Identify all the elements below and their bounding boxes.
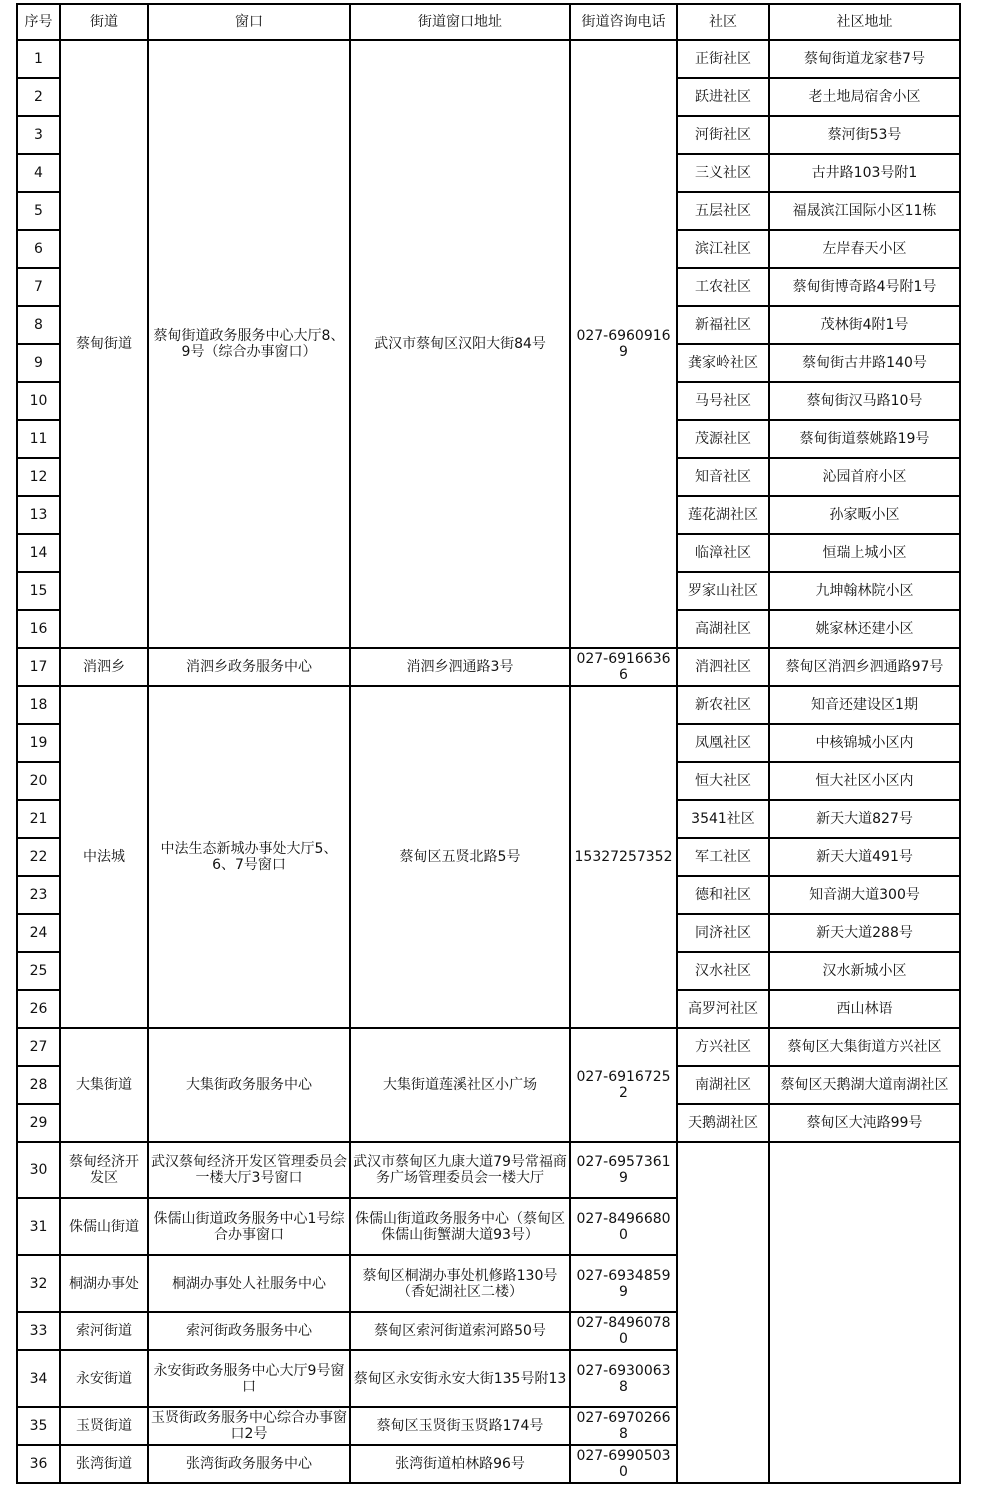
row-number: 23	[17, 876, 60, 914]
row-number: 3	[17, 116, 60, 154]
row-number: 31	[17, 1198, 60, 1255]
community-name: 新农社区	[677, 686, 769, 724]
community-name: 方兴社区	[677, 1028, 769, 1066]
street-name: 索河街道	[60, 1312, 148, 1350]
row-number: 32	[17, 1255, 60, 1312]
window-name: 索河街政务服务中心	[148, 1312, 350, 1350]
community-name: 天鹅湖社区	[677, 1104, 769, 1142]
service-window-table	[16, 3, 961, 1484]
row-number: 26	[17, 990, 60, 1028]
community-name: 恒大社区	[677, 762, 769, 800]
window-address: 蔡甸区五贤北路5号	[350, 686, 570, 1028]
community-address: 蔡甸区大沌路99号	[769, 1104, 960, 1142]
table-row	[17, 686, 960, 724]
street-name: 张湾街道	[60, 1445, 148, 1483]
row-number: 12	[17, 458, 60, 496]
street-phone: 027-69573619	[570, 1142, 677, 1198]
community-name: 河街社区	[677, 116, 769, 154]
window-address: 消泗乡泗通路3号	[350, 648, 570, 686]
table-body	[17, 40, 960, 1483]
row-number: 6	[17, 230, 60, 268]
window-address: 武汉市蔡甸区九康大道79号常福商务广场管理委员会一楼大厅	[350, 1142, 570, 1198]
row-number: 17	[17, 648, 60, 686]
row-number: 8	[17, 306, 60, 344]
empty-community-cell	[677, 1142, 769, 1483]
community-address: 恒大社区小区内	[769, 762, 960, 800]
street-name: 中法城	[60, 686, 148, 1028]
community-name: 3541社区	[677, 800, 769, 838]
window-name: 玉贤街政务服务中心综合办事窗口2号	[148, 1407, 350, 1445]
window-address: 蔡甸区永安街永安大街135号附13	[350, 1350, 570, 1407]
row-number: 28	[17, 1066, 60, 1104]
community-name: 跃进社区	[677, 78, 769, 116]
community-name: 工农社区	[677, 268, 769, 306]
street-name: 永安街道	[60, 1350, 148, 1407]
row-number: 4	[17, 154, 60, 192]
community-name: 军工社区	[677, 838, 769, 876]
community-name: 茂源社区	[677, 420, 769, 458]
street-phone: 027-69905030	[570, 1445, 677, 1483]
community-address: 蔡甸街古井路140号	[769, 344, 960, 382]
street-name: 蔡甸经济开发区	[60, 1142, 148, 1198]
window-address: 大集街道莲溪社区小广场	[350, 1028, 570, 1142]
community-address: 蔡甸区消泗乡泗通路97号	[769, 648, 960, 686]
window-address: 蔡甸区桐湖办事处机修路130号（香妃湖社区二楼）	[350, 1255, 570, 1312]
community-name: 新福社区	[677, 306, 769, 344]
empty-community-address-cell	[769, 1142, 960, 1483]
window-name: 消泗乡政务服务中心	[148, 648, 350, 686]
header-phone: 街道咨询电话	[570, 4, 677, 40]
community-address: 沁园首府小区	[769, 458, 960, 496]
street-name: 桐湖办事处	[60, 1255, 148, 1312]
row-number: 33	[17, 1312, 60, 1350]
community-name: 凤凰社区	[677, 724, 769, 762]
community-address: 新天大道288号	[769, 914, 960, 952]
community-address: 恒瑞上城小区	[769, 534, 960, 572]
community-address: 九坤翰林院小区	[769, 572, 960, 610]
community-address: 蔡甸区大集街道方兴社区	[769, 1028, 960, 1066]
table-row	[17, 1028, 960, 1066]
community-address: 知音湖大道300号	[769, 876, 960, 914]
row-number: 13	[17, 496, 60, 534]
community-address: 茂林街4附1号	[769, 306, 960, 344]
row-number: 14	[17, 534, 60, 572]
row-number: 9	[17, 344, 60, 382]
community-address: 姚家林还建小区	[769, 610, 960, 648]
street-phone: 027-69609169	[570, 40, 677, 648]
community-name: 正街社区	[677, 40, 769, 78]
community-address: 西山林语	[769, 990, 960, 1028]
community-name: 罗家山社区	[677, 572, 769, 610]
window-name: 中法生态新城办事处大厅5、6、7号窗口	[148, 686, 350, 1028]
row-number: 7	[17, 268, 60, 306]
row-number: 27	[17, 1028, 60, 1066]
street-name: 蔡甸街道	[60, 40, 148, 648]
community-address: 知音还建设区1期	[769, 686, 960, 724]
community-address: 蔡甸街道龙家巷7号	[769, 40, 960, 78]
community-address: 老土地局宿舍小区	[769, 78, 960, 116]
community-address: 蔡甸街汉马路10号	[769, 382, 960, 420]
window-name: 武汉蔡甸经济开发区管理委员会一楼大厅3号窗口	[148, 1142, 350, 1198]
community-address: 新天大道491号	[769, 838, 960, 876]
community-address: 汉水新城小区	[769, 952, 960, 990]
row-number: 24	[17, 914, 60, 952]
street-phone: 027-69166366	[570, 648, 677, 686]
street-phone: 027-84966800	[570, 1198, 677, 1255]
community-name: 汉水社区	[677, 952, 769, 990]
community-name: 德和社区	[677, 876, 769, 914]
window-address: 侏儒山街道政务服务中心（蔡甸区侏儒山街蟹湖大道93号）	[350, 1198, 570, 1255]
community-address: 中核锦城小区内	[769, 724, 960, 762]
community-name: 莲花湖社区	[677, 496, 769, 534]
community-name: 南湖社区	[677, 1066, 769, 1104]
window-name: 侏儒山街道政务服务中心1号综合办事窗口	[148, 1198, 350, 1255]
window-name: 大集街政务服务中心	[148, 1028, 350, 1142]
table-row	[17, 1142, 960, 1198]
community-address: 左岸春天小区	[769, 230, 960, 268]
row-number: 22	[17, 838, 60, 876]
row-number: 25	[17, 952, 60, 990]
row-number: 29	[17, 1104, 60, 1142]
community-address: 新天大道827号	[769, 800, 960, 838]
row-number: 18	[17, 686, 60, 724]
community-name: 五层社区	[677, 192, 769, 230]
street-phone: 027-84960780	[570, 1312, 677, 1350]
community-address: 孙家畈小区	[769, 496, 960, 534]
community-address: 蔡河街53号	[769, 116, 960, 154]
street-name: 大集街道	[60, 1028, 148, 1142]
street-phone: 027-69702668	[570, 1407, 677, 1445]
street-phone: 027-69167252	[570, 1028, 677, 1142]
community-name: 同济社区	[677, 914, 769, 952]
row-number: 16	[17, 610, 60, 648]
community-address: 蔡甸区天鹅湖大道南湖社区	[769, 1066, 960, 1104]
street-name: 消泗乡	[60, 648, 148, 686]
window-name: 蔡甸街道政务服务中心大厅8、9号（综合办事窗口）	[148, 40, 350, 648]
community-address: 蔡甸街博奇路4号附1号	[769, 268, 960, 306]
row-number: 5	[17, 192, 60, 230]
row-number: 35	[17, 1407, 60, 1445]
community-name: 三义社区	[677, 154, 769, 192]
community-address: 古井路103号附1	[769, 154, 960, 192]
community-name: 高罗河社区	[677, 990, 769, 1028]
row-number: 34	[17, 1350, 60, 1407]
community-name: 高湖社区	[677, 610, 769, 648]
header-street: 街道	[60, 4, 148, 40]
window-address: 蔡甸区玉贤街玉贤路174号	[350, 1407, 570, 1445]
community-name: 马号社区	[677, 382, 769, 420]
row-number: 36	[17, 1445, 60, 1483]
row-number: 2	[17, 78, 60, 116]
community-name: 知音社区	[677, 458, 769, 496]
row-number: 15	[17, 572, 60, 610]
community-name: 临漳社区	[677, 534, 769, 572]
table-row	[17, 40, 960, 78]
street-name: 侏儒山街道	[60, 1198, 148, 1255]
window-name: 永安街政务服务中心大厅9号窗口	[148, 1350, 350, 1407]
window-address: 蔡甸区索河街道索河路50号	[350, 1312, 570, 1350]
row-number: 10	[17, 382, 60, 420]
community-address: 福晟滨江国际小区11栋	[769, 192, 960, 230]
window-name: 桐湖办事处人社服务中心	[148, 1255, 350, 1312]
header-community: 社区	[677, 4, 769, 40]
street-phone: 027-69300638	[570, 1350, 677, 1407]
table-row	[17, 648, 960, 686]
window-address: 张湾街道柏林路96号	[350, 1445, 570, 1483]
street-name: 玉贤街道	[60, 1407, 148, 1445]
row-number: 30	[17, 1142, 60, 1198]
row-number: 11	[17, 420, 60, 458]
community-name: 消泗社区	[677, 648, 769, 686]
header-window: 窗口	[148, 4, 350, 40]
street-phone: 15327257352	[570, 686, 677, 1028]
row-number: 21	[17, 800, 60, 838]
street-phone: 027-69348599	[570, 1255, 677, 1312]
community-name: 龚家岭社区	[677, 344, 769, 382]
community-name: 滨江社区	[677, 230, 769, 268]
row-number: 1	[17, 40, 60, 78]
header-community-address: 社区地址	[769, 4, 960, 40]
window-name: 张湾街政务服务中心	[148, 1445, 350, 1483]
window-address: 武汉市蔡甸区汉阳大街84号	[350, 40, 570, 648]
community-address: 蔡甸街道蔡姚路19号	[769, 420, 960, 458]
header-window-address: 街道窗口地址	[350, 4, 570, 40]
row-number: 20	[17, 762, 60, 800]
row-number: 19	[17, 724, 60, 762]
header-no: 序号	[17, 4, 60, 40]
header-row	[17, 4, 960, 40]
